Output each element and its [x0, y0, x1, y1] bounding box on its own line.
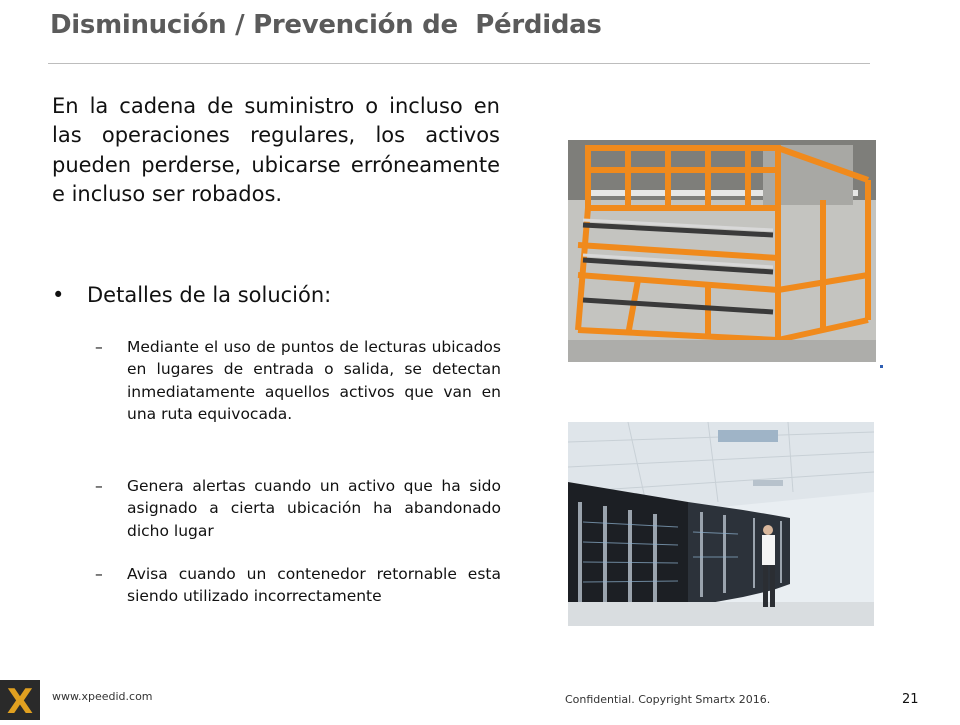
- sub-item: [95, 336, 501, 426]
- bullet-marker: •: [52, 283, 65, 307]
- bullet-text: Detalles de la solución:: [87, 283, 332, 307]
- decorative-dot: [880, 365, 883, 368]
- sub-item-marker: –: [95, 565, 103, 583]
- slide-title: Disminución / Prevención de Pérdidas: [50, 10, 602, 40]
- sub-item-text: Avisa cuando un contenedor retornable esta siendo utilizado incorrectamente: [127, 565, 501, 606]
- sub-item-text: Genera alertas cuando un activo que ha sido asignado a cierta ubicación ha abandonado dicho lugar: [127, 477, 501, 540]
- sub-item-marker: –: [95, 477, 103, 495]
- page-number: 21: [902, 692, 919, 707]
- server-room-photo: [568, 422, 874, 626]
- logo-letter: X: [6, 682, 34, 720]
- footer-url[interactable]: www.xpeedid.com: [52, 690, 153, 703]
- title-divider: [48, 63, 870, 64]
- company-logo: [0, 680, 40, 720]
- sub-item-text: Mediante el uso de puntos de lecturas ubicados en lugares de entrada o salida, se detectan inmediatamente aquellos activos que van en una ruta equivocada.: [127, 338, 501, 424]
- sub-item: [95, 475, 501, 542]
- footer-confidential: Confidential. Copyright Smartx 2016.: [565, 693, 771, 706]
- cart-photo: [568, 140, 876, 362]
- intro-paragraph: En la cadena de suministro o incluso en las operaciones regulares, los activos pueden perderse, ubicarse erróneamente e incluso ser robados.: [52, 94, 500, 207]
- sub-item: [95, 563, 501, 608]
- sub-item-marker: –: [95, 338, 103, 356]
